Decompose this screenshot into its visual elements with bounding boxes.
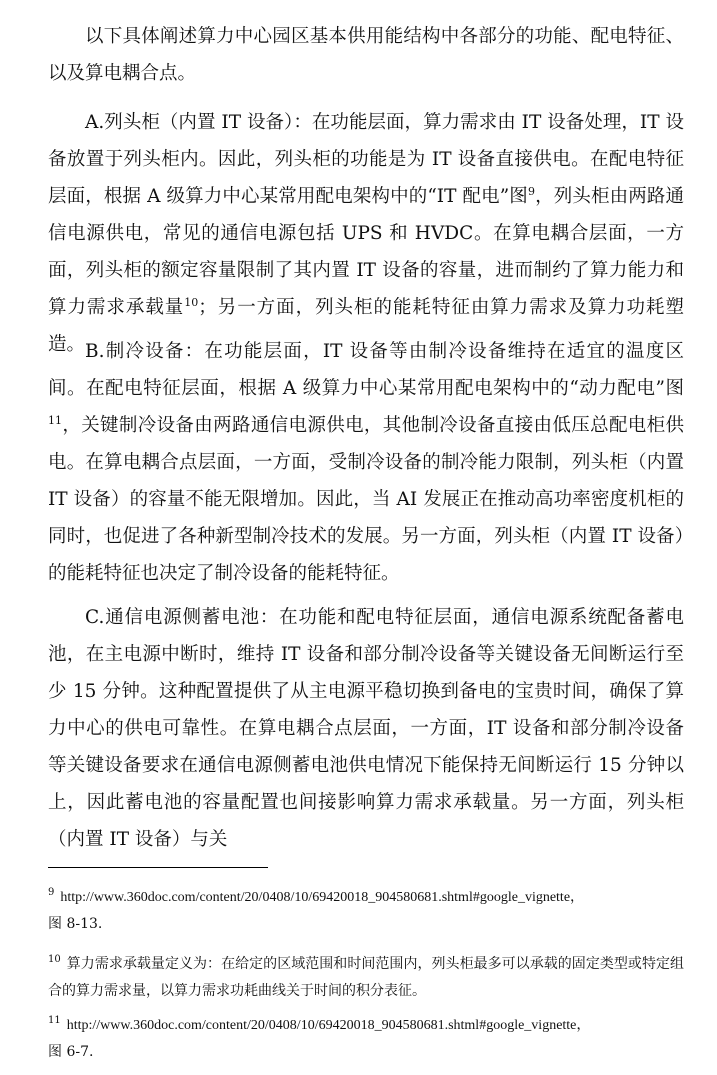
para-b-text-2: ，关键制冷设备由两路通信电源供电，其他制冷设备直接由低压总配电柜供电。在算电耦合点层面，一方面，受制冷设备的制冷能力限制，列头柜（内置 IT 设备）的容量不能无限增加。因此，当 AI 发展正在推动高功率密度机柜的同时，也促进了各种新型制冷技术的发展。另一方面，列头柜（内置 IT 设备）的能耗特征也决定了制冷设备的能耗特征。 <box>48 415 684 584</box>
para-b-text-1: B.制冷设备：在功能层面，IT 设备等由制冷设备维持在适宜的温度区间。在配电特征层面，根据 A 级算力中心某常用配电架构中的“动力配电”图 <box>48 341 684 399</box>
footnote-link[interactable]: http://www.360doc.com/content/20/0408/10/69420018_904580681.shtml#google_vignette， <box>60 890 585 905</box>
intro-paragraph: 以下具体阐述算力中心园区基本供用能结构中各部分的功能、配电特征、以及算电耦合点。 <box>48 26 684 84</box>
footnote-ref-10[interactable]: 10 <box>184 295 199 309</box>
footnote-ref-9[interactable]: 9 <box>527 184 535 198</box>
footnote-link[interactable]: http://www.360doc.com/content/20/0408/10/69420018_904580681.shtml#google_vignette， <box>66 1018 591 1033</box>
paragraph-c-battery: C.通信电源侧蓄电池：在功能和配电特征层面，通信电源系统配备蓄电池，在主电源中断时，维持 IT 设备和部分制冷设备等关键设备无间断运行至少 15 分钟。这种配置提供了从主电源平稳切换到备电的宝贵时间，确保了算力中心的供电可靠性。在算电耦合点层面，一方面，IT 设备和部分制冷设备等关键设备要求在通信电源侧蓄电池供电情况下能保持无间断运行 15 分钟以上，因此蓄电池的容量配置也间接影响算力需求承载量。另一方面，列头柜（内置 IT 设备）与关 <box>48 607 684 850</box>
paragraph-a-column-cabinet <box>48 104 684 363</box>
footnote-divider <box>48 867 268 868</box>
para-a-text-3: ；另一方面，列头柜的能耗特征由算力需求及算力功耗塑造。 <box>48 297 684 355</box>
footnote-number: 9 <box>48 887 55 899</box>
paragraph-b-cooling <box>48 333 684 592</box>
footnote-cont: 图 6-7. <box>48 1044 94 1060</box>
footnote-text: 算力需求承载量定义为：在给定的区域范围和时间范围内，列头柜最多可以承载的固定类型或特定组合的算力需求量，以算力需求功耗曲线关于时间的积分表征。 <box>48 956 684 999</box>
para-a-text-1: A.列头柜（内置 IT 设备）：在功能层面，算力需求由 IT 设备处理，IT 设备放置于列头柜内。因此，列头柜的功能是为 IT 设备直接供电。在配电特征层面，根据 A 级算力中心某常用配电架构中的“IT 配电”图 <box>48 112 684 207</box>
para-a-text-2: ，列头柜由两路通信电源供电，常见的通信电源包括 UPS 和 HVDC。在算电耦合层面，一方面，列头柜的额定容量限制了其内置 IT 设备的容量，进而制约了算力能力和算力需求承载量 <box>48 186 684 318</box>
footnote-ref-11[interactable]: 11 <box>48 413 62 427</box>
footnote-number: 11 <box>48 1015 61 1027</box>
footnote-number: 10 <box>48 954 61 966</box>
footnote-10 <box>48 951 684 1005</box>
footnote-cont: 图 8-13. <box>48 916 103 932</box>
footnote-11 <box>48 1012 684 1066</box>
footnote-9 <box>48 884 684 938</box>
